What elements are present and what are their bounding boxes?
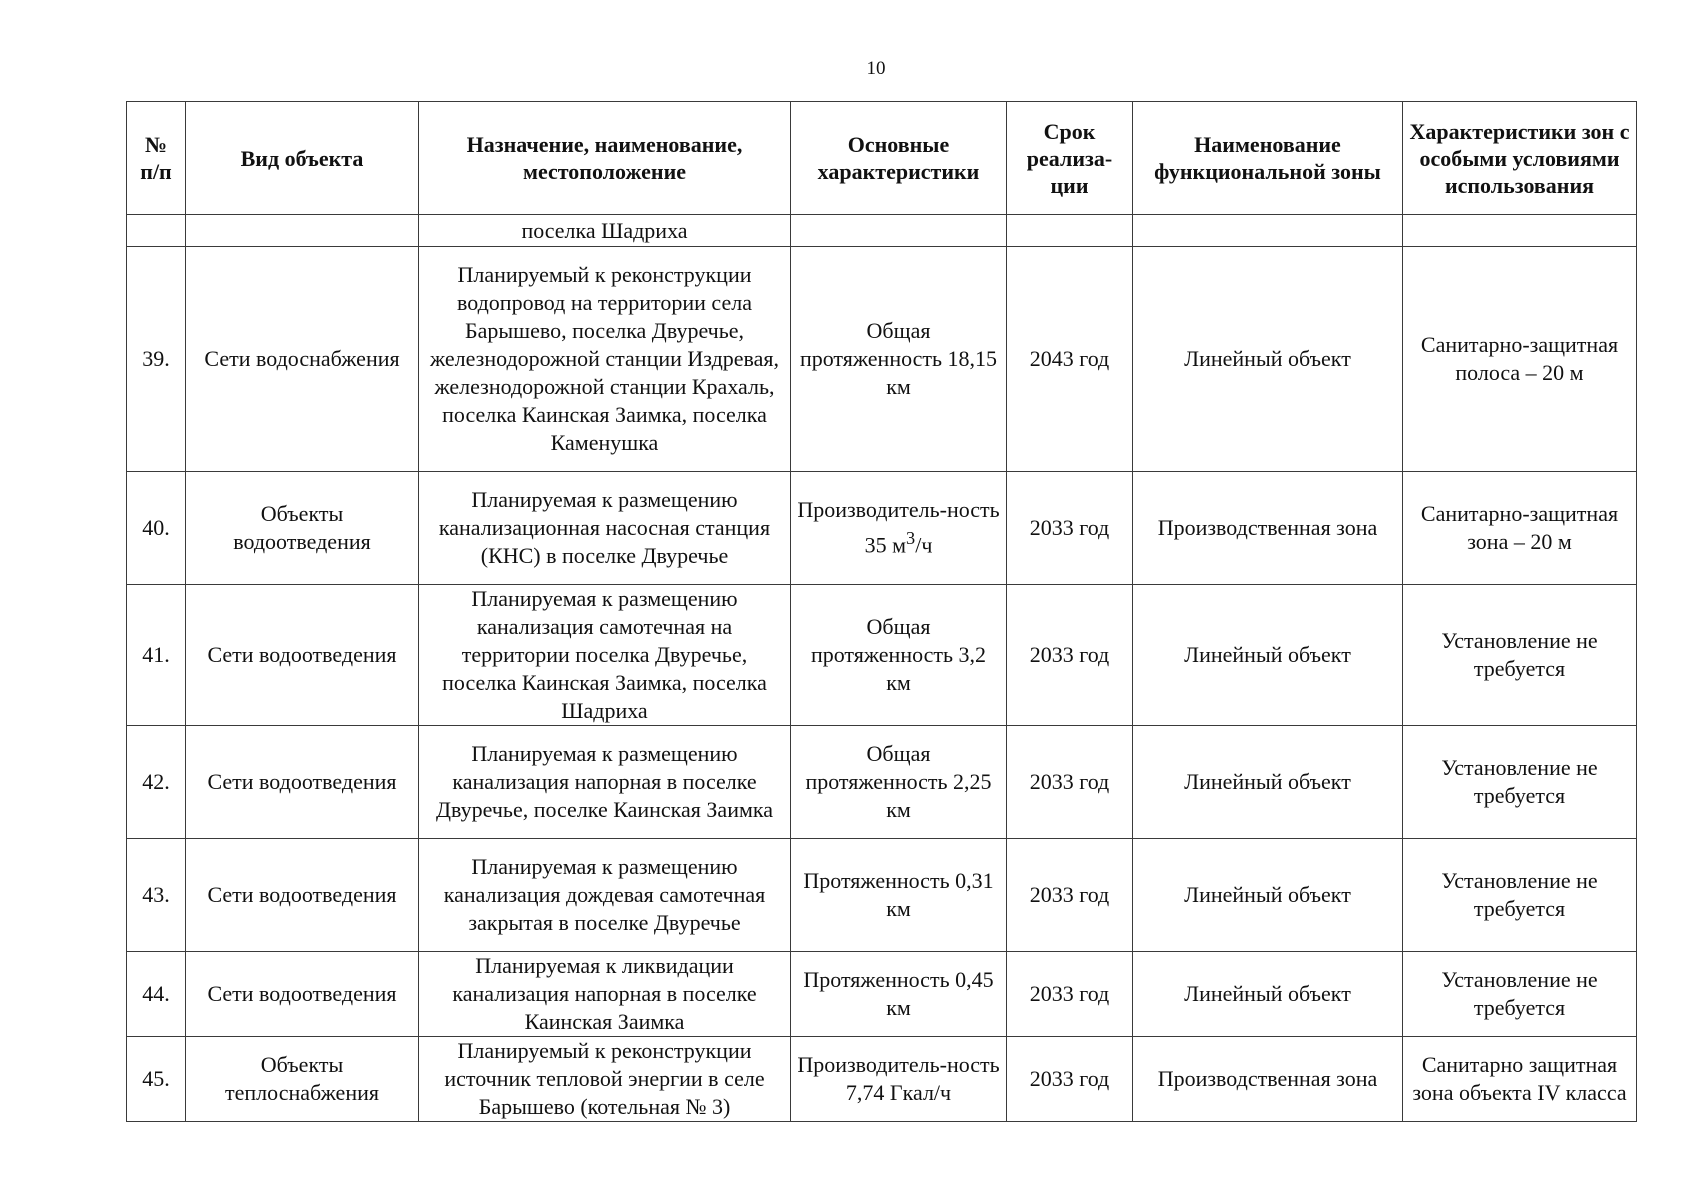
- cell-type: Сети водоотведения: [186, 839, 419, 952]
- cell-term: 2033 год: [1007, 585, 1133, 726]
- cell-purpose: поселка Шадриха: [419, 215, 791, 247]
- table-row-continuation: [127, 215, 1637, 247]
- cell-special-zones: Установление не требуется: [1403, 839, 1637, 952]
- cell-term: 2033 год: [1007, 839, 1133, 952]
- cell-term: 2033 год: [1007, 1037, 1133, 1122]
- cell-num: 41.: [127, 585, 186, 726]
- cell-purpose: Планируемая к размещению канализационная насосная станция (КНС) в поселке Двуречье: [419, 472, 791, 585]
- cell-zone: [1133, 215, 1403, 247]
- cell-purpose: Планируемая к размещению канализация дождевая самотечная закрытая в поселке Двуречье: [419, 839, 791, 952]
- header-zone: Наименование функциональной зоны: [1133, 102, 1403, 215]
- superscript-3: 3: [906, 528, 916, 549]
- cell-num: 39.: [127, 247, 186, 472]
- cell-zone: Производственная зона: [1133, 472, 1403, 585]
- cell-type: Сети водоотведения: [186, 726, 419, 839]
- cell-special-zones: Установление не требуется: [1403, 726, 1637, 839]
- cell-zone: Линейный объект: [1133, 839, 1403, 952]
- table-header-row: [127, 102, 1637, 215]
- cell-num: 42.: [127, 726, 186, 839]
- cell-zone: Линейный объект: [1133, 585, 1403, 726]
- header-num: № п/п: [127, 102, 186, 215]
- cell-characteristics: Общая протяженность 3,2 км: [791, 585, 1007, 726]
- characteristics-unit: /ч: [915, 532, 933, 558]
- characteristics-text: Производитель-ность 35 м: [797, 497, 1000, 558]
- cell-type: Объекты теплоснабжения: [186, 1037, 419, 1122]
- cell-type: [186, 215, 419, 247]
- cell-characteristics: Протяженность 0,31 км: [791, 839, 1007, 952]
- table-row: [127, 952, 1637, 1037]
- cell-term: 2043 год: [1007, 247, 1133, 472]
- cell-characteristics: Протяженность 0,45 км: [791, 952, 1007, 1037]
- page-number: 10: [866, 58, 886, 79]
- header-type: Вид объекта: [186, 102, 419, 215]
- cell-term: [1007, 215, 1133, 247]
- table-row: [127, 839, 1637, 952]
- cell-characteristics: Производитель-ность 7,74 Гкал/ч: [791, 1037, 1007, 1122]
- cell-num: [127, 215, 186, 247]
- cell-type: Сети водоотведения: [186, 952, 419, 1037]
- table-row: [127, 247, 1637, 472]
- cell-characteristics: [791, 215, 1007, 247]
- cell-type: Объекты водоотведения: [186, 472, 419, 585]
- cell-purpose: Планируемая к размещению канализация напорная в поселке Двуречье, поселке Каинская Заимка: [419, 726, 791, 839]
- cell-special-zones: [1403, 215, 1637, 247]
- table-row: [127, 1037, 1637, 1122]
- table-row: [127, 585, 1637, 726]
- cell-zone: Линейный объект: [1133, 952, 1403, 1037]
- header-term: Срок реализа- ции: [1007, 102, 1133, 215]
- cell-term: 2033 год: [1007, 472, 1133, 585]
- header-purpose: Назначение, наименование, местоположение: [419, 102, 791, 215]
- cell-num: 44.: [127, 952, 186, 1037]
- cell-purpose: Планируемый к реконструкции источник тепловой энергии в селе Барышево (котельная № 3): [419, 1037, 791, 1122]
- cell-special-zones: Санитарно защитная зона объекта IV класса: [1403, 1037, 1637, 1122]
- cell-type: Сети водоснабжения: [186, 247, 419, 472]
- cell-num: 40.: [127, 472, 186, 585]
- cell-special-zones: Санитарно-защитная зона – 20 м: [1403, 472, 1637, 585]
- cell-characteristics: Общая протяженность 18,15 км: [791, 247, 1007, 472]
- cell-zone: Линейный объект: [1133, 247, 1403, 472]
- cell-zone: Линейный объект: [1133, 726, 1403, 839]
- cell-num: 43.: [127, 839, 186, 952]
- cell-type: Сети водоотведения: [186, 585, 419, 726]
- cell-zone: Производственная зона: [1133, 1037, 1403, 1122]
- cell-special-zones: Санитарно-защитная полоса – 20 м: [1403, 247, 1637, 472]
- header-characteristics: Основные характеристики: [791, 102, 1007, 215]
- cell-characteristics: [791, 472, 1007, 585]
- cell-purpose: Планируемая к ликвидации канализация напорная в поселке Каинская Заимка: [419, 952, 791, 1037]
- cell-special-zones: Установление не требуется: [1403, 585, 1637, 726]
- table-row: [127, 472, 1637, 585]
- cell-purpose: Планируемый к реконструкции водопровод на территории села Барышево, поселка Двуречье, железнодорожной станции Издревая, железнодорожной станции Крахаль, поселка Каинская Заимка, поселка Каменушка: [419, 247, 791, 472]
- cell-term: 2033 год: [1007, 726, 1133, 839]
- cell-characteristics: Общая протяженность 2,25 км: [791, 726, 1007, 839]
- objects-table: [126, 101, 1637, 1122]
- cell-num: 45.: [127, 1037, 186, 1122]
- cell-purpose: Планируемая к размещению канализация самотечная на территории поселка Двуречье, поселка Каинская Заимка, поселка Шадриха: [419, 585, 791, 726]
- table-row: [127, 726, 1637, 839]
- cell-special-zones: Установление не требуется: [1403, 952, 1637, 1037]
- header-special-zones: Характеристики зон с особыми условиями использования: [1403, 102, 1637, 215]
- cell-term: 2033 год: [1007, 952, 1133, 1037]
